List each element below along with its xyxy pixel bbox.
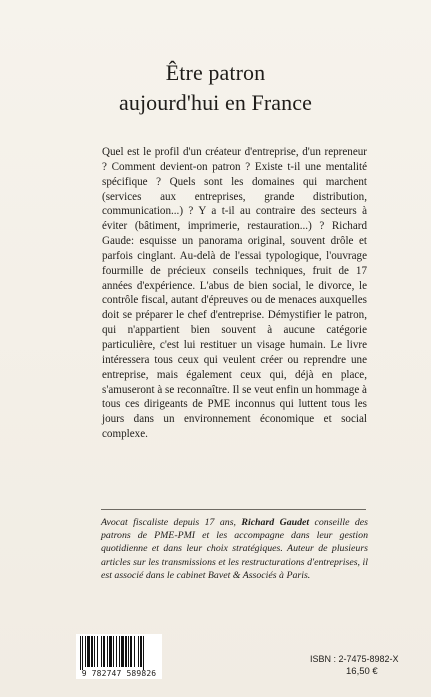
barcode-number: 9 782747 589826	[81, 669, 157, 678]
book-title	[0, 58, 431, 118]
barcode-icon	[79, 636, 159, 673]
book-description	[102, 145, 367, 442]
author-details: conseille des patrons de PME-PMI et les accompagne dans leur gestion quotidienne et dans leur choix stratégiques. Auteur de plusieurs articles sur les transmissions et les restructurations d'entreprises, il est associé dans le cabinet Bavet & Associés à Paris.	[101, 517, 368, 581]
price: 16,50 €	[346, 666, 378, 677]
author-biography-text	[101, 516, 368, 582]
description-text: Quel est le profil d'un créateur d'entreprise, d'un repreneur ? Comment devient-on patron ? Existe t-il une mentalité spécifique ? Quels sont les domaines qui marchent (services aux entreprises, grande distribution, communication...) ? Y a t-il au contraire des secteurs à éviter (bâtiment, imprimerie, restauration...) ? Richard Gaude: esquisse un panorama original, souvent drôle et parfois cinglant. Au-delà de l'essai typologique, l'ouvrage fourmille de précieux conseils techniques, fruit de 17 années d'expérience. L'abus de bien social, le divorce, le contrôle fiscal, autant d'épreuves ou de menaces auxquelles doit se préparer le chef d'entreprise. Démystifier le patron, qui n'appartient bien souvent à aucune catégorie particulière, c'est lui restituer un visage humain. Le livre intéressera tous ceux qui veulent créer ou reprendre une entreprise, mais également ceux qui, déjà en place, s'amuseront à se reconnaître. Il se veut enfin un hommage à tous ces dirigeants de PME inconnus qui luttent tous les jours dans un environnement économique et social complexe.	[102, 146, 367, 441]
barcode-block	[76, 634, 162, 679]
author-biography	[101, 516, 368, 582]
title-line-1: Être patron	[165, 60, 266, 85]
title-line-2: aujourd'hui en France	[119, 90, 312, 115]
section-divider	[101, 509, 366, 510]
author-intro: Avocat fiscaliste depuis 17 ans,	[101, 517, 242, 528]
author-name: Richard Gaudet	[241, 517, 310, 528]
isbn: ISBN : 2-7475-8982-X	[310, 654, 399, 664]
